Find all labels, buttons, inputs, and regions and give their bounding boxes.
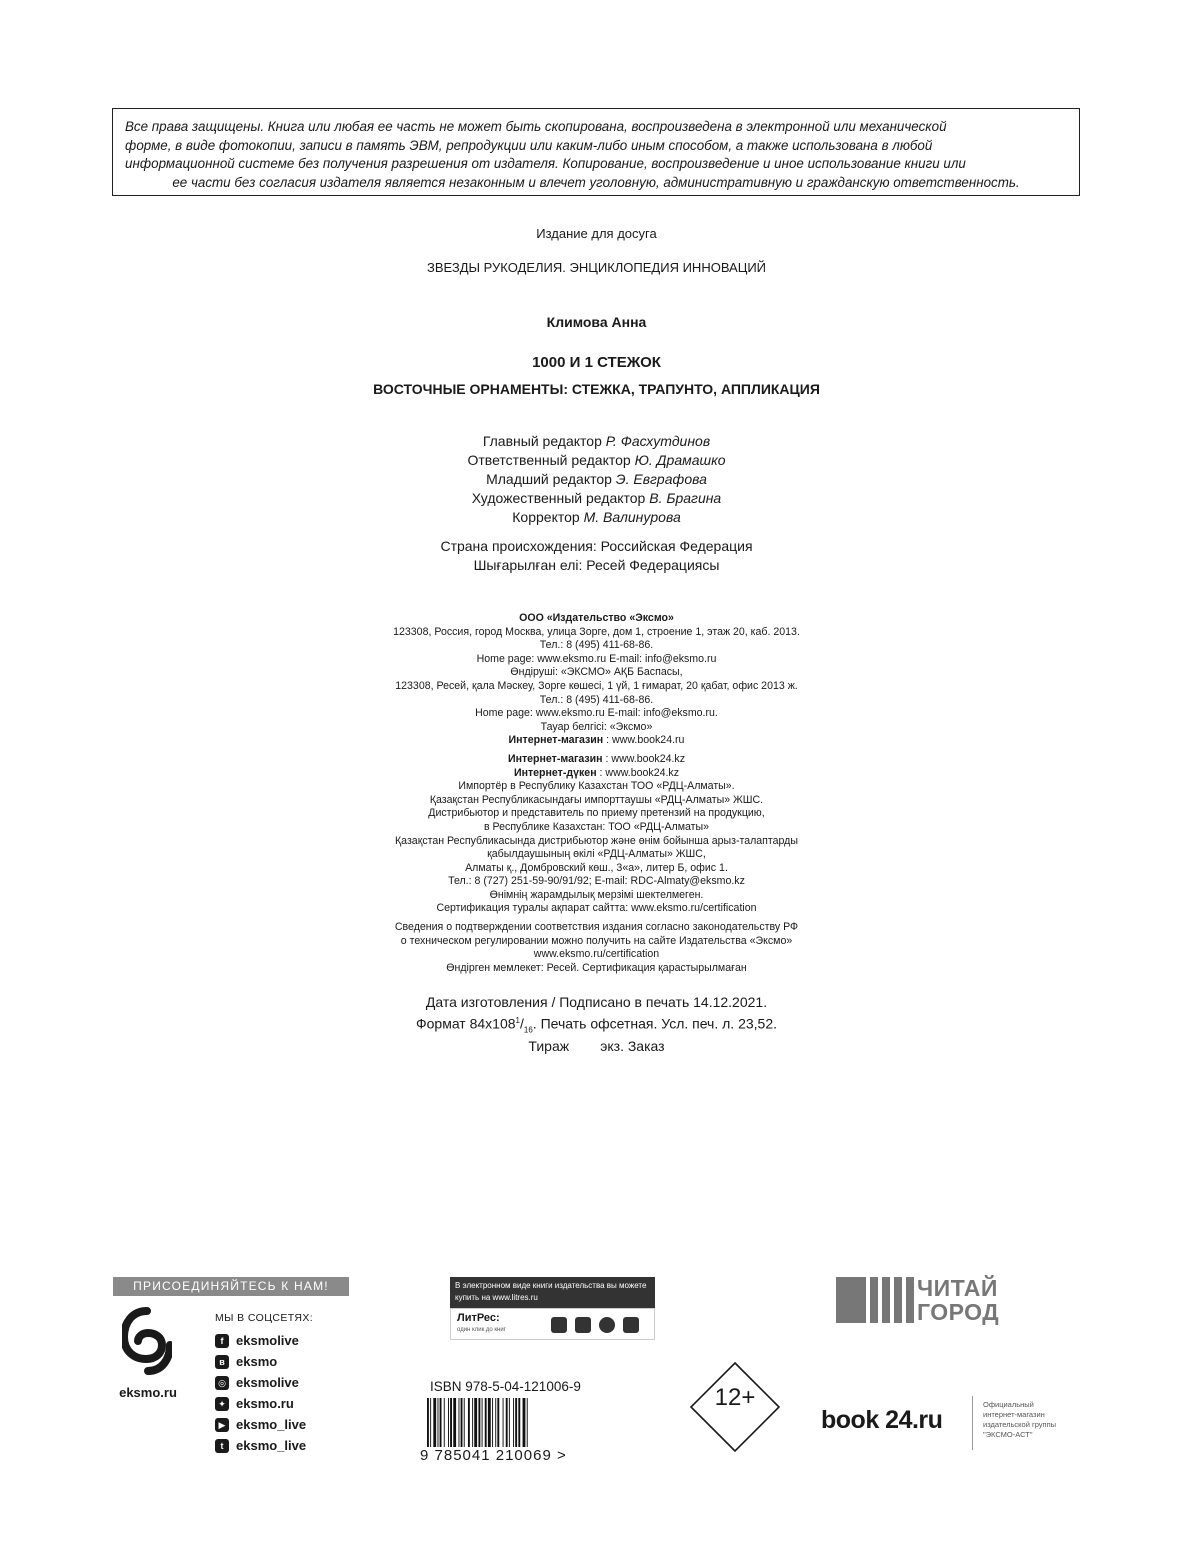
instagram-icon: ◎ bbox=[215, 1376, 229, 1390]
eksmo-logo-icon bbox=[122, 1307, 172, 1375]
publisher-name: ООО «Издательство «Эксмо» bbox=[519, 612, 674, 624]
youtube-icon: ▶ bbox=[215, 1418, 229, 1432]
social-item-instagram[interactable]: ◎ eksmolive bbox=[215, 1372, 306, 1393]
credit-line: Корректор М. Валинурова bbox=[512, 509, 681, 525]
social-title: МЫ В СОЦСЕТЯХ: bbox=[215, 1312, 314, 1324]
chitai-gorod-text: ЧИТАЙ ГОРОД bbox=[917, 1275, 1000, 1325]
publisher-imprint: ООО «Издательство «Эксмо» 123308, Россия, город Москва, улица Зорге, дом 1, строение 1, этаж 20, каб. 2013. Тел.: 8 (495) 411-68-86. Home page: www.eksmo.ru E-mail: info@eksmo.ru Өндіруші: «ЭКСМО» АҚБ Баспасы, 123308, Ресей, қала Мәскеу, Зорге көшесі, 1 үй, 1 ғимарат, 20 қабат, офис 2013 ж. Тел.: 8 (495) 411-68-86. Home page: www.eksmo.ru E-mail: info@eksmo.ru. Тауар белгісі: «Эксмо» Интернет-магазин : www.book24.ru Интернет-магазин : www.book24.kz Интернет-дүкен : www.book24.kz Импортёр в Республику Казахстан ТОО «РДЦ-Алматы». Қазақстан Республикасындағы импорттаушы «РДЦ-Алматы» ЖШС. Дистрибьютор и представитель по приему претензий на продукцию, в Республике Казахстан: ТОО «РДЦ-Алматы» Қазақстан Республикасында дистрибьютор және өнім бойынша арыз-талаптарды қабылдаушының өкілі «РДЦ-Алматы» ЖШС, Алматы қ., Домбровский көш., 3«а», литер Б, офис 1. Тел.: 8 (727) 251-59-90/91/92; E-mail: RDC-Almaty@eksmo.kz Өнімнің жарамдылық мерзімі шектелмеген. Сертификация туралы ақпарат сайтта: www.eksmo.ru/certification Сведения о подтверждении соответствия издания согласно законодательству РФ о техническом регулировании можно получить на сайте Издательства «Эксмо» www.eksmo.ru/certification Өндірген мемлекет: Ресей. Сертификация қарастырылмаған bbox=[393, 612, 800, 974]
social-item-twitter[interactable]: t eksmo_live bbox=[215, 1435, 306, 1456]
credit-line: Ответственный редактор Ю. Драмашко bbox=[467, 452, 726, 468]
twitter-icon: t bbox=[215, 1439, 229, 1453]
windows-phone-icon bbox=[599, 1317, 615, 1333]
rights-line: форме, в виде фотокопии, записи в память ЭВМ, репродукции или каким-либо иным способом, а также использована в любой bbox=[125, 137, 933, 153]
book-title: 1000 И 1 СТЕЖОК bbox=[532, 354, 661, 371]
print-format: Формат $84х108^1/_{16}$. Печать офсетная. Усл. печ. л. 23,52. bbox=[415, 1015, 777, 1034]
rights-notice bbox=[112, 108, 1080, 196]
eksmo-icon: ✦ bbox=[215, 1397, 229, 1411]
social-item-eksmo[interactable]: ✦ eksmo.ru bbox=[215, 1393, 306, 1414]
eksmo-site-link[interactable]: eksmo.ru bbox=[119, 1385, 177, 1400]
facebook-icon: f bbox=[215, 1334, 229, 1348]
isbn-number: ISBN 978-5-04-121006-9 bbox=[430, 1379, 581, 1394]
litres-banner: В электронном виде книги издательства вы можете купить на www.litres.ru bbox=[450, 1277, 655, 1308]
windows-icon bbox=[623, 1317, 639, 1333]
author-name: Климова Анна bbox=[546, 314, 647, 330]
print-run: Тираж экз. Заказ bbox=[528, 1038, 665, 1055]
book24-logo[interactable]: book 24.ru bbox=[821, 1406, 943, 1434]
edition-type: Издание для досуга bbox=[536, 226, 657, 241]
social-item-vk[interactable]: в eksmo bbox=[215, 1351, 306, 1372]
book24-note: Официальный интернет-магазин издательской группы "ЭКСМО-АСТ" bbox=[983, 1400, 1057, 1439]
rights-line: Все права защищены. Книга или любая ее часть не может быть скопирована, воспроизведена в электронной или механической bbox=[125, 119, 947, 134]
credit-line: Главный редактор Р. Фасхутдинов bbox=[482, 433, 711, 449]
origin-country: Страна происхождения: Российская Федерация Шығарылған елі: Ресей Федерациясы bbox=[440, 538, 753, 573]
credit-line: Младший редактор Э. Евграфова bbox=[486, 471, 707, 487]
barcode-digits: 9 785041 210069 > bbox=[420, 1447, 567, 1464]
rights-line: ее части без согласия издателя является незаконным и влечет уголовную, административную и гражданскую ответственность. bbox=[172, 174, 1020, 190]
series-title: ЗВЕЗДЫ РУКОДЕЛИЯ. ЭНЦИКЛОПЕДИЯ ИННОВАЦИЙ bbox=[426, 260, 767, 275]
litres-logo[interactable]: ЛитРес: один клик до книг bbox=[450, 1308, 655, 1340]
credits bbox=[0, 432, 1193, 527]
social-list bbox=[215, 1330, 306, 1456]
vk-icon: в bbox=[215, 1355, 229, 1369]
social-item-youtube[interactable]: ▶ eksmo_live bbox=[215, 1414, 306, 1435]
age-rating-label: 12+ bbox=[714, 1384, 756, 1411]
book-subtitle: ВОСТОЧНЫЕ ОРНАМЕНТЫ: СТЕЖКА, ТРАПУНТО, АППЛИКАЦИЯ bbox=[373, 381, 820, 397]
rights-line: информационной системе без получения разрешения от издателя. Копирование, воспроизведение и иное использование книги или bbox=[125, 156, 966, 171]
android-icon bbox=[575, 1317, 591, 1333]
book24-divider bbox=[972, 1396, 973, 1450]
print-date: Дата изготовления / Подписано в печать 14.12.2021. bbox=[425, 994, 768, 1010]
social-item-facebook[interactable]: f eksmolive bbox=[215, 1330, 306, 1351]
print-info bbox=[0, 994, 1193, 1056]
join-us-banner: ПРИСОЕДИНЯЙТЕСЬ К НАМ! bbox=[113, 1277, 349, 1296]
credit-line: Художественный редактор В. Брагина bbox=[471, 490, 722, 506]
apple-icon bbox=[551, 1317, 567, 1333]
